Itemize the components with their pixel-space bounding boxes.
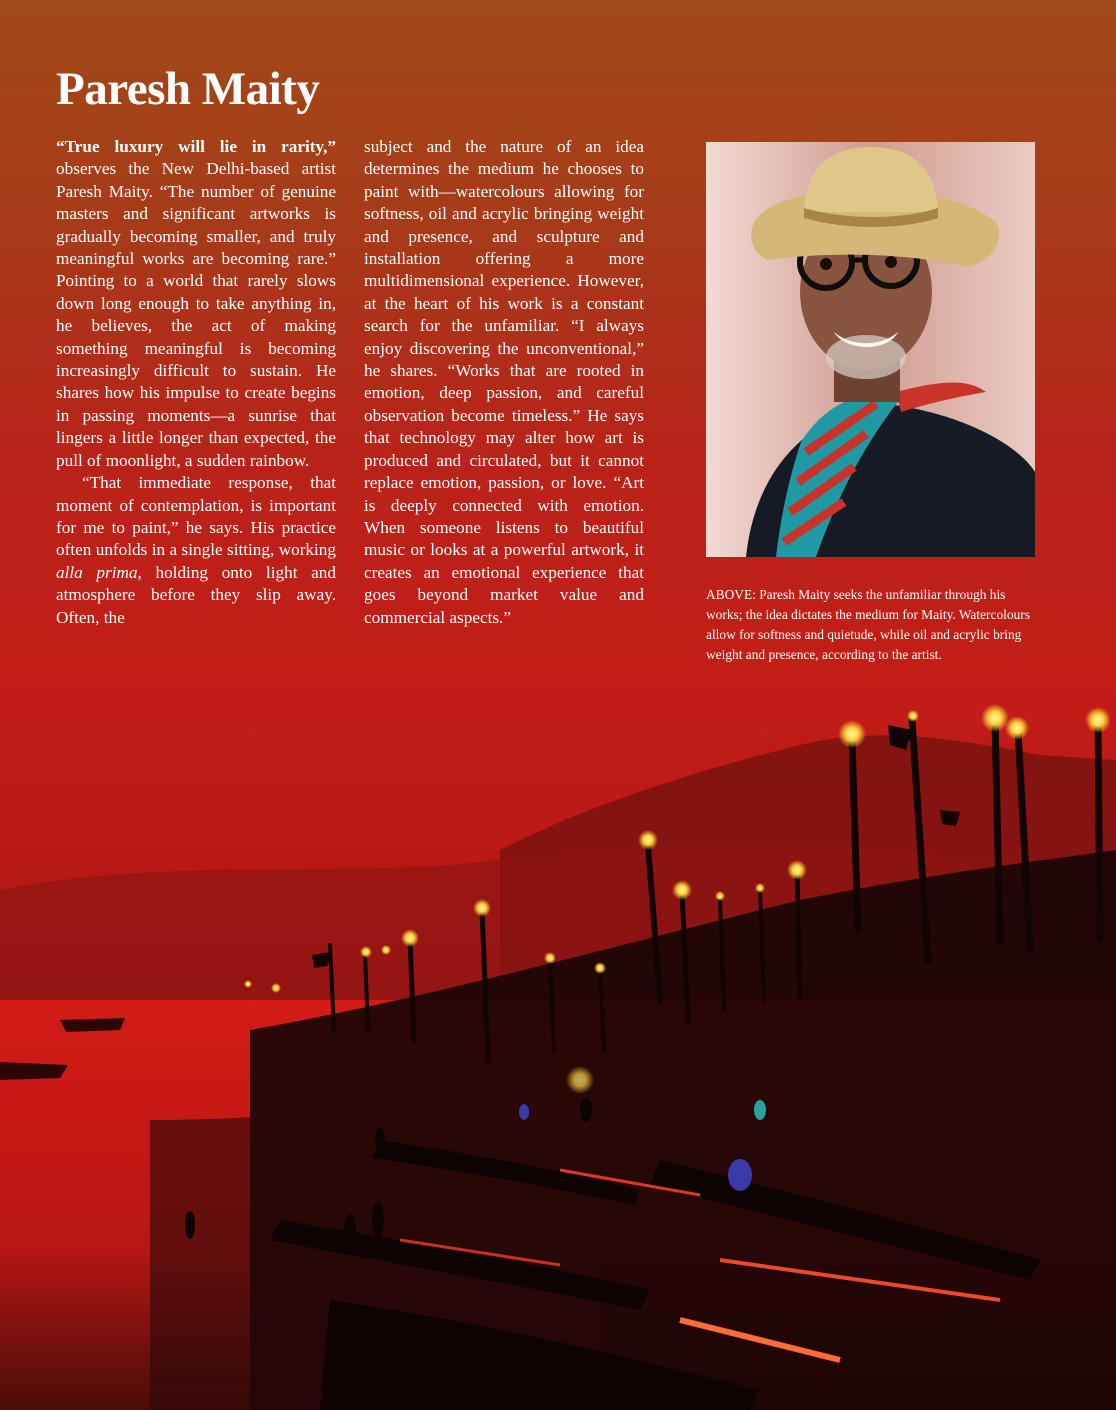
boats-painting — [0, 700, 1116, 1410]
article-paragraph-2 — [56, 472, 336, 629]
article-column-1 — [56, 136, 336, 629]
article-paragraph-3: subject and the nature of an idea determines the medium he chooses to paint with—watercolours allowing for softness, oil and acrylic bringing weight and presence, and sculpture and installation offering a more multidimensional experience. However, at the heart of his work is a constant search for the unfamiliar. “I always enjoy discovering the unconventional,” he shares. “Works that are rooted in emotion, deep passion, and careful observation become timeless.” He says that technology may alter how art is produced and circulated, but it cannot replace emotion, passion, or love. “Art is deeply connected with emotion. When someone listens to beautiful music or looks at a powerful artwork, it creates an emotional experience that goes beyond market value and commercial aspects.” — [364, 137, 644, 627]
pull-quote-lead: “True luxury will lie in rarity,” — [56, 137, 336, 156]
article-column-2 — [364, 136, 644, 629]
article-title: Paresh Maity — [56, 63, 320, 115]
paragraph-1-text: observes the New Delhi-based artist Paresh Maity. “The number of genuine masters and significant artworks is gradually becoming smaller, and truly meaningful works are becoming rare.” Pointing to a world that rarely slows down long enough to take anything in, he believes, the act of making something meaningful is becoming increasingly difficult to sustain. He shares how his impulse to create begins in passing moments—a sunrise that lingers a little longer than expected, the pull of moonlight, a sudden rainbow. — [56, 159, 336, 470]
paragraph-2-text-b: , holding onto light and atmosphere before they slip away. Often, the — [56, 562, 336, 627]
artist-portrait-photo — [706, 142, 1035, 557]
photo-caption: ABOVE: Paresh Maity seeks the unfamiliar through his works; the idea dictates the medium for Maity. Watercolours allow for softness and quietude, while oil and acrylic bring weight and presence, according to the artist. — [706, 587, 1030, 662]
paragraph-2-text-a: “That immediate response, that moment of contemplation, is important for me to paint,” he says. His practice often unfolds in a single sitting, working — [56, 473, 336, 560]
alla-prima-emphasis: alla prima — [56, 562, 138, 582]
article-paragraph-1 — [56, 136, 336, 472]
